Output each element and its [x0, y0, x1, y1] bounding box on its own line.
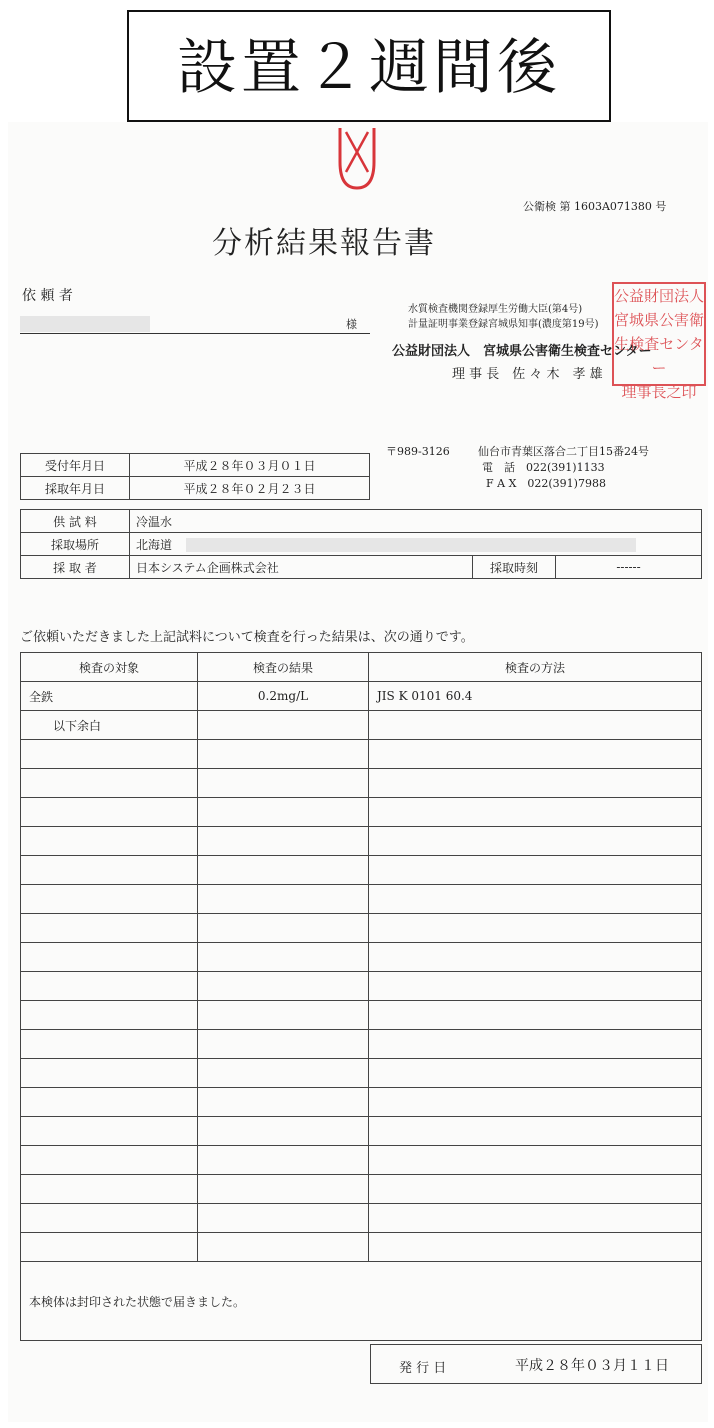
sampled-label: 採取年月日 — [21, 477, 130, 500]
empty-row — [21, 1030, 702, 1059]
row-target: 全鉄 — [21, 682, 198, 711]
row-result — [198, 711, 369, 740]
empty-row — [21, 885, 702, 914]
empty-row — [21, 914, 702, 943]
empty-row — [21, 827, 702, 856]
time-value: ------ — [556, 556, 702, 579]
row-method — [369, 711, 702, 740]
redacted-requester — [20, 316, 150, 332]
empty-row — [21, 1233, 702, 1262]
seal-line: 公益財団法人 — [614, 287, 705, 305]
empty-row — [21, 972, 702, 1001]
fax: F A X 022(391)7988 — [486, 477, 606, 490]
empty-row — [21, 1175, 702, 1204]
organization-name: 公益財団法人 宮城県公害衛生検査センター — [392, 344, 652, 359]
banner-title: 設置２週間後 — [127, 10, 611, 122]
requester-underline — [20, 333, 370, 334]
empty-row — [21, 1059, 702, 1088]
empty-row — [21, 943, 702, 972]
official-seal — [612, 282, 706, 401]
sample-table — [20, 509, 702, 579]
requester-suffix: 様 — [346, 318, 357, 331]
chairman-name: 理 事 長 佐 々 木 孝 雄 — [452, 367, 603, 382]
empty-row — [21, 769, 702, 798]
postal-code: 〒989-3126 — [386, 445, 450, 458]
seal-line: 宮城県公害衛 — [614, 311, 705, 329]
col-result: 検査の結果 — [198, 653, 369, 682]
col-target: 検査の対象 — [21, 653, 198, 682]
results-table — [20, 652, 702, 1341]
sample-label: 供 試 料 — [21, 510, 130, 533]
issue-value: 平成２８年０３月１１日 — [515, 1358, 669, 1374]
place-value: 北海道 — [136, 537, 173, 552]
telephone: 電 話 022(391)1133 — [482, 461, 605, 474]
intro-text: ご依頼いただきました上記試料について検査を行った結果は、次の通りです。 — [20, 630, 474, 645]
empty-row — [21, 1146, 702, 1175]
empty-row — [21, 1088, 702, 1117]
note-text: 本検体は封印された状態で届きました。 — [29, 1294, 246, 1309]
sampled-value: 平成２８年０２月２３日 — [130, 477, 370, 500]
issue-label: 発 行 日 — [399, 1361, 447, 1376]
empty-row — [21, 856, 702, 885]
seal-line: 理事長之印 — [621, 383, 697, 401]
empty-row — [21, 740, 702, 769]
empty-row — [21, 1204, 702, 1233]
sampler-value: 日本システム企画株式会社 — [130, 556, 473, 579]
place-cell — [130, 533, 702, 556]
report-title: 分析結果報告書 — [212, 226, 436, 261]
time-label: 採取時刻 — [473, 556, 556, 579]
place-label: 採取場所 — [21, 533, 130, 556]
seal-line: 生検査センター — [614, 335, 704, 377]
top-seal-icon — [334, 122, 380, 194]
received-label: 受付年月日 — [21, 454, 130, 477]
row-method: JIS K 0101 60.4 — [369, 682, 702, 711]
note-cell — [21, 1262, 702, 1341]
redacted-place — [186, 538, 636, 552]
doc-number: 公衛検 第 1603A071380 号 — [523, 200, 667, 213]
empty-row — [21, 798, 702, 827]
registration-line2: 計量証明事業登録宮城県知事(濃度第19号) — [408, 319, 599, 330]
address: 仙台市青葉区落合二丁目15番24号 — [478, 445, 649, 458]
row-target: 以下余白 — [21, 711, 198, 740]
issue-date-box — [370, 1344, 702, 1384]
registration-line1: 水質検査機関登録厚生労働大臣(第4号) — [408, 304, 583, 315]
sampler-label: 採 取 者 — [21, 556, 130, 579]
sample-value: 冷温水 — [130, 510, 702, 533]
row-result: 0.2mg/L — [198, 682, 369, 711]
received-value: 平成２８年０３月０１日 — [130, 454, 370, 477]
date-table — [20, 453, 370, 500]
col-method: 検査の方法 — [369, 653, 702, 682]
requester-label: 依 頼 者 — [22, 288, 73, 304]
empty-row — [21, 1117, 702, 1146]
empty-row — [21, 1001, 702, 1030]
